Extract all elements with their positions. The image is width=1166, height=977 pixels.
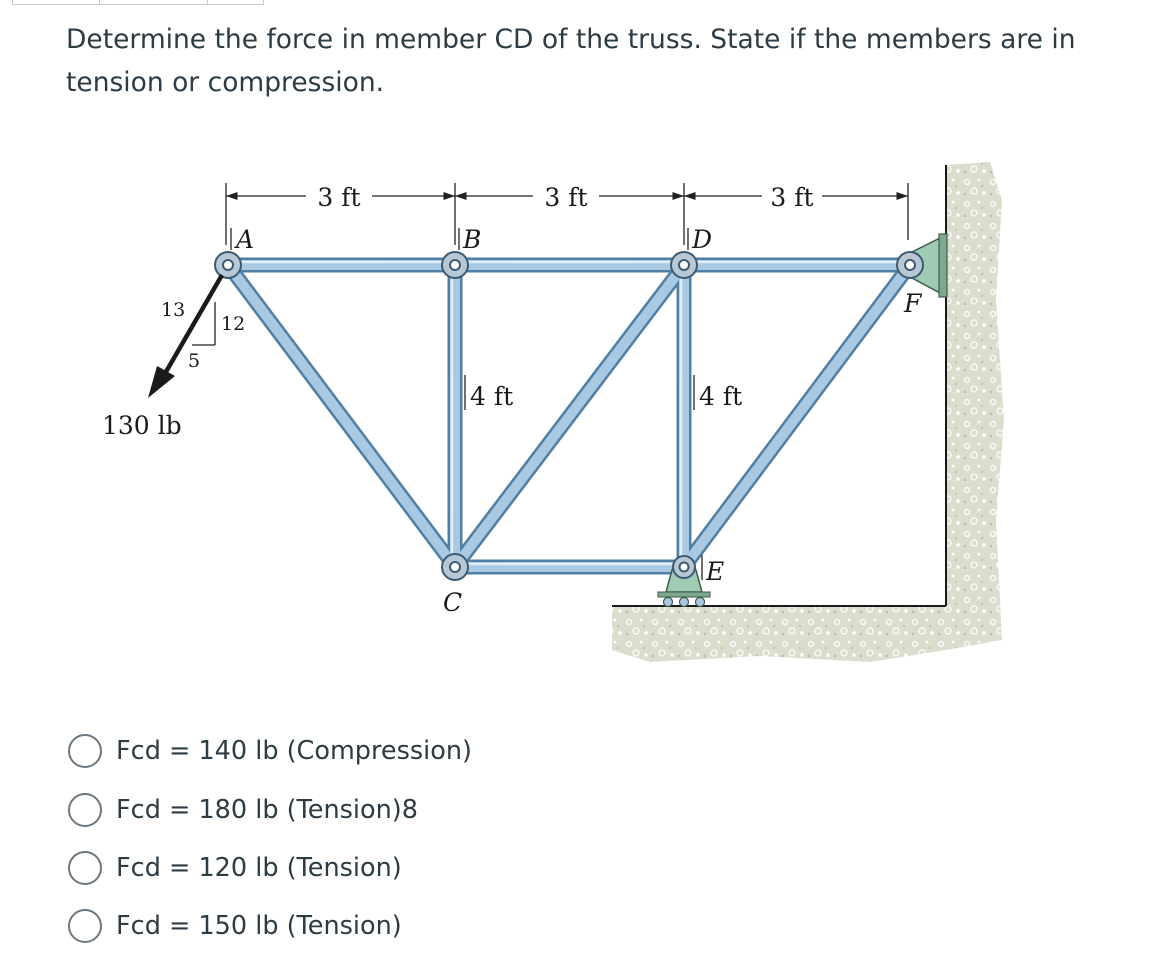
answer-option-2[interactable] (68, 790, 668, 830)
answer-label: Fcd = 180 lb (Tension)8 (116, 795, 418, 825)
slope-hyp-label: 13 (161, 299, 186, 321)
joint-f (897, 252, 923, 278)
joint-a (215, 252, 241, 278)
radio-button[interactable] (68, 909, 102, 943)
wall-hatching (946, 162, 1004, 650)
joint-label-a: A (236, 225, 255, 254)
member-ef (684, 265, 910, 567)
joint-label-b: B (463, 225, 482, 254)
answer-option-1[interactable] (68, 731, 668, 771)
truss-diagram (90, 150, 1110, 680)
truss-members-fill (228, 265, 910, 567)
joint-label-e: E (706, 557, 725, 586)
joint-c (442, 554, 468, 580)
joint-label-d: D (692, 225, 713, 254)
tab-divider (207, 0, 208, 5)
joint-label-c: C (443, 588, 463, 617)
member-ac (228, 265, 455, 567)
slope-horiz-label: 5 (188, 350, 201, 372)
load-magnitude-label: 130 lb (102, 411, 182, 440)
answer-label: Fcd = 140 lb (Compression) (116, 736, 472, 766)
answer-label: Fcd = 150 lb (Tension) (116, 911, 402, 941)
dimension-label-df: 3 ft (770, 183, 814, 212)
load-arrow (148, 275, 222, 398)
answer-option-4[interactable] (68, 906, 668, 946)
radio-button[interactable] (68, 734, 102, 768)
dimension-label-bc: 4 ft (470, 382, 514, 411)
answer-option-3[interactable] (68, 848, 668, 888)
joint-b (442, 252, 468, 278)
joint-label-f: F (904, 289, 922, 318)
slope-vert-label: 12 (221, 313, 246, 335)
radio-button[interactable] (68, 793, 102, 827)
answer-label: Fcd = 120 lb (Tension) (116, 853, 402, 883)
question-text: Determine the force in member CD of the truss. State if the members are in tension or compression. (66, 24, 1076, 98)
tab-divider (99, 0, 100, 5)
joint-e (673, 556, 695, 578)
previous-question-tab-stub (12, 0, 264, 5)
dimension-label-bd: 3 ft (544, 183, 588, 212)
radio-button[interactable] (68, 851, 102, 885)
dimension-label-ab: 3 ft (317, 183, 361, 212)
joint-d (671, 252, 697, 278)
truss-figure (90, 150, 1110, 680)
dimension-label-de: 4 ft (699, 382, 743, 411)
member-cd (455, 265, 684, 567)
ground-hatching (612, 606, 946, 662)
